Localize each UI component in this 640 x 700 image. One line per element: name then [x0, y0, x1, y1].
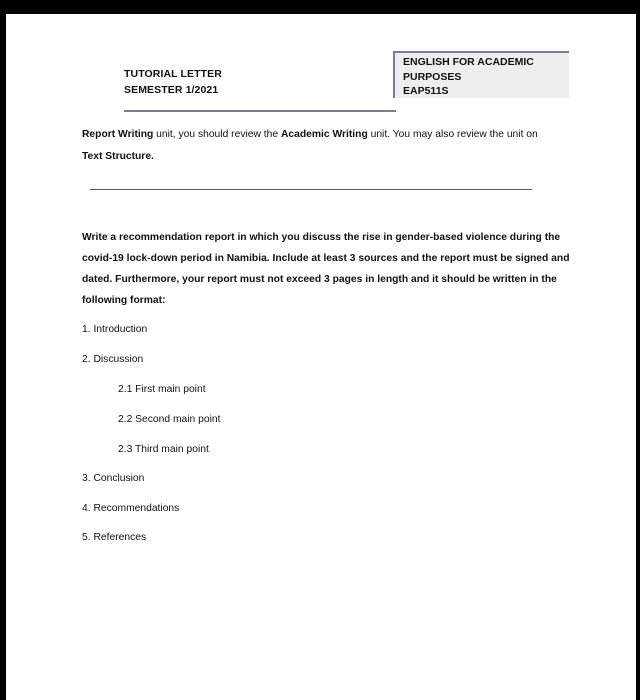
outline-item-recommendations: 4. Recommendations	[82, 503, 180, 514]
task-instructions	[82, 227, 572, 311]
outline-item-discussion: 2. Discussion	[82, 354, 144, 365]
outline-subitem-second-point: 2.2 Second main point	[118, 414, 221, 425]
task-line: Write a recommendation report in which you discuss the rise in gender-based violence during the	[82, 232, 561, 243]
tutorial-letter-label: TUTORIAL LETTER	[124, 68, 222, 80]
task-line: dated. Furthermore, your report must not exceed 3 pages in length and it should be written in the	[82, 274, 557, 285]
intro-bold-academic-writing: Academic Writing	[280, 129, 368, 140]
task-line: covid-19 lock-down period in Namibia. Include at least 3 sources and the report must be signed and	[82, 253, 570, 264]
intro-paragraph	[82, 124, 572, 168]
course-title-line2: PURPOSES	[403, 71, 462, 83]
outline-subitem-first-point: 2.1 First main point	[118, 384, 206, 395]
outline-item-conclusion: 3. Conclusion	[82, 473, 145, 484]
intro-bold-text-structure: Text Structure.	[82, 151, 154, 162]
tutorial-letter-header	[124, 62, 396, 112]
course-title-box	[393, 51, 569, 98]
document-page	[6, 14, 636, 700]
outline-subitem-third-point: 2.3 Third main point	[118, 444, 209, 455]
intro-text-2: unit. You may also review the unit on	[367, 129, 538, 140]
task-line: following format:	[82, 295, 166, 306]
intro-bold-report-writing: Report Writing	[82, 129, 154, 140]
course-title-line1: ENGLISH FOR ACADEMIC	[403, 56, 534, 68]
intro-text-1: unit, you should review the	[153, 129, 281, 140]
outline-item-introduction: 1. Introduction	[82, 324, 148, 335]
outline-item-references: 5. References	[82, 532, 147, 543]
semester-label: SEMESTER 1/2021	[124, 84, 219, 96]
section-divider	[90, 189, 532, 190]
course-code: EAP511S	[403, 85, 449, 97]
